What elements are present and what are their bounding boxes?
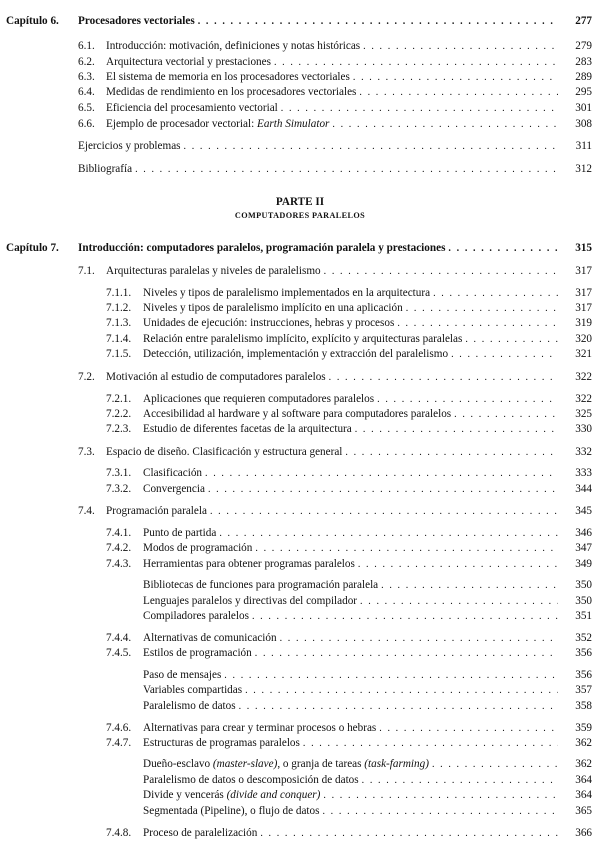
topic-text: Dueño-esclavo [143,758,213,770]
toc-row [0,100,600,116]
chapter-6-title: Procesadores vectoriales [78,15,195,27]
leader-dots [245,683,558,699]
toc-row [0,406,600,422]
leader-dots [184,139,558,155]
leader-dots [323,788,558,804]
toc-row [0,608,600,624]
topic-italic: (task-farming) [364,758,429,770]
toc-row [0,331,600,347]
section-number: 6.2. [78,56,95,68]
chapter-6-page: 277 [575,15,592,27]
toc-row [0,315,600,331]
page-number: 344 [575,483,592,495]
topic-title [143,787,323,803]
topic-title [143,756,432,772]
leader-dots [205,466,558,482]
page-number: 319 [575,317,592,329]
topic-text: Divide y vencerás [143,789,227,801]
toc-entry[interactable] [143,825,558,842]
toc-entry[interactable] [143,735,558,752]
subsection-title: Estructuras de programas paralelos [143,737,300,749]
subsection-title: Unidades de ejecución: instrucciones, hebras y procesos [143,317,395,329]
toc-row [0,84,600,100]
section-title [106,116,332,132]
subsection-title: Accesibilidad al hardware y al software para computadores paralelos [143,408,452,420]
section-title: Eficiencia del procesamiento vectorial [106,102,278,114]
subsection-number: 7.3.1. [106,467,132,479]
subsection-number: 7.4.1. [106,527,132,539]
page-number: 345 [575,505,592,517]
leader-dots [332,117,558,133]
page-number: 359 [575,722,592,734]
subsection-title: Niveles y tipos de paralelismo implementados en la arquitectura [143,287,431,299]
toc-entry[interactable] [106,444,558,461]
toc-row [0,369,600,385]
toc-row [0,346,600,362]
toc-entry[interactable] [143,645,558,662]
page-number: 356 [575,647,592,659]
leader-dots [451,347,558,363]
section-title: El sistema de memoria en los procesadores vectoriales [106,71,350,83]
subsection-number: 7.2.3. [106,423,132,435]
subsection-title: Relación entre paralelismo implícito, explícito y arquitecturas paralelas [143,333,463,345]
leader-dots [329,370,558,386]
page-number: 317 [575,302,592,314]
section-title: Arquitecturas paralelas y niveles de paralelismo [106,265,321,277]
topic-title: Bibliotecas de funciones para programación paralela [143,579,379,591]
toc-entry[interactable] [143,756,558,773]
toc-entry[interactable] [143,346,558,363]
page-number: 317 [575,287,592,299]
subsection-title: Aplicaciones que requieren computadores paralelos [143,393,375,405]
subsection-number: 7.4.4. [106,632,132,644]
toc-row [0,161,600,177]
part-subtitle: COMPUTADORES PARALELOS [234,211,366,220]
toc-entry[interactable] [106,503,558,520]
toc-row [0,421,600,437]
leader-dots [448,241,558,257]
section-number: 6.6. [78,118,95,130]
toc-row [0,54,600,70]
leader-dots [432,757,558,773]
page-number: 330 [575,423,592,435]
toc-row [0,300,600,316]
toc-entry[interactable] [106,38,558,55]
bibliography-entry[interactable] [78,161,558,178]
toc-entry[interactable] [143,465,558,482]
toc-row [0,69,600,85]
section-title: Arquitectura vectorial y prestaciones [106,56,271,68]
toc-entry[interactable] [143,421,558,438]
page-number: 352 [575,632,592,644]
page-number: 350 [575,595,592,607]
topic-italic: (master-slave) [212,758,278,770]
subsection-title: Detección, utilización, implementación y extracción del paralelismo [143,348,449,360]
toc-row [0,682,600,698]
topic-italic: (divide and conquer) [226,789,321,801]
page-number: 320 [575,333,592,345]
leader-dots [260,826,558,842]
subsection-title: Punto de partida [143,527,217,539]
page-number: 365 [575,805,592,817]
leader-dots [252,609,558,625]
subsection-number: 7.4.2. [106,542,132,554]
section-number: 6.3. [78,71,95,83]
toc-entry[interactable] [143,540,558,557]
section-title: Motivación al estudio de computadores paralelos [106,371,326,383]
leader-dots [381,578,558,594]
topic-title: Compiladores paralelos [143,610,249,622]
leader-dots [345,445,558,461]
leader-dots [255,646,558,662]
page-number: 308 [575,118,592,130]
toc-row [0,803,600,819]
toc-entry[interactable] [143,577,558,594]
chapter-6-row [0,13,600,29]
toc-row [0,720,600,736]
subsection-title: Niveles y tipos de paralelismo implícito en una aplicación [143,302,403,314]
toc-row [0,540,600,556]
toc-row [0,556,600,572]
subsection-number: 7.1.5. [106,348,132,360]
toc-row [0,667,600,683]
topic-title: Paralelismo de datos [143,700,236,712]
leader-dots [358,557,558,573]
section-number: 7.3. [78,446,95,458]
chapter-7-row [0,240,600,256]
section-number: 6.5. [78,102,95,114]
page-number: 283 [575,56,592,68]
chapter-7-label: Capítulo 7. [6,242,59,254]
subsection-title: Convergencia [143,483,205,495]
subsection-number: 7.2.2. [106,408,132,420]
subsection-number: 7.1.2. [106,302,132,314]
toc-row [0,503,600,519]
part-title: PARTE II [275,196,325,208]
leader-dots [355,422,558,438]
topic-title: Segmentada (Pipeline), o flujo de datos [143,805,320,817]
leader-dots [363,39,558,55]
leader-dots [322,804,558,820]
subsection-title: Modos de programación [143,542,253,554]
toc-row [0,630,600,646]
subsection-title: Proceso de paralelización [143,827,258,839]
page-number: 349 [575,558,592,570]
toc-row [0,38,600,54]
toc-entry[interactable] [106,100,558,117]
toc-entry[interactable] [106,116,558,133]
leader-dots [239,699,558,715]
toc-row [0,735,600,751]
leader-dots [255,541,558,557]
page-number: 295 [575,86,592,98]
exercises-entry[interactable] [78,138,558,155]
section-title: Introducción: motivación, definiciones y notas históricas [106,40,361,52]
toc-entry[interactable] [106,84,558,101]
subsection-title: Herramientas para obtener programas paralelos [143,558,355,570]
toc-entry[interactable] [143,315,558,332]
leader-dots [281,101,558,117]
page-number: 350 [575,579,592,591]
page-number: 347 [575,542,592,554]
section-number: 7.4. [78,505,95,517]
section-title-text: Ejemplo de procesador vectorial: [106,118,257,130]
toc-entry[interactable] [106,263,558,280]
section-title: Medidas de rendimiento en los procesadores vectoriales [106,86,357,98]
page-number: 311 [575,140,592,152]
section-number: 7.2. [78,371,95,383]
chapter-6-label: Capítulo 6. [6,15,59,27]
page-number: 321 [575,348,592,360]
page-number: 322 [575,371,592,383]
toc-row [0,525,600,541]
page-number: 322 [575,393,592,405]
subsection-number: 7.4.7. [106,737,132,749]
chapter-7-entry[interactable] [78,240,558,257]
leader-dots [324,264,558,280]
page-number: 356 [575,669,592,681]
toc-row [0,444,600,460]
bibliography-title: Bibliografía [78,163,133,175]
toc-row [0,481,600,497]
subsection-number: 7.2.1. [106,393,132,405]
toc-entry[interactable] [143,481,558,498]
page-number: 358 [575,700,592,712]
subsection-title: Alternativas de comunicación [143,632,277,644]
chapter-7-page: 315 [575,242,592,254]
leader-dots [198,14,558,30]
leader-dots [208,482,558,498]
toc-row [0,772,600,788]
topic-title: Lenguajes paralelos y directivas del compilador [143,595,358,607]
toc-entry[interactable] [143,608,558,625]
section-number: 6.1. [78,40,95,52]
subsection-number: 7.4.3. [106,558,132,570]
subsection-number: 7.3.2. [106,483,132,495]
toc-entry[interactable] [143,803,558,820]
subsection-number: 7.4.6. [106,722,132,734]
page-number: 332 [575,446,592,458]
page-number: 362 [575,737,592,749]
toc-row [0,698,600,714]
topic-title: Paralelismo de datos o descomposición de datos [143,774,359,786]
toc-row [0,263,600,279]
page-number: 346 [575,527,592,539]
subsection-number: 7.1.3. [106,317,132,329]
page-number: 357 [575,684,592,696]
section-number: 6.4. [78,86,95,98]
subsection-title: Clasificación [143,467,203,479]
toc-row [0,645,600,661]
toc-row [0,756,600,772]
page-number: 364 [575,789,592,801]
page-number: 351 [575,610,592,622]
toc-row [0,825,600,841]
toc-row [0,593,600,609]
toc-row [0,787,600,803]
page-number: 366 [575,827,592,839]
leader-dots [397,316,558,332]
page-number: 289 [575,71,592,83]
toc-row [0,465,600,481]
topic-title: Paso de mensajes [143,669,222,681]
subsection-number: 7.1.1. [106,287,132,299]
subsection-title: Alternativas para crear y terminar procesos o hebras [143,722,377,734]
toc-entry[interactable] [143,556,558,573]
toc-row [0,285,600,301]
toc-row [0,116,600,132]
subsection-number: 7.1.4. [106,333,132,345]
toc-row [0,391,600,407]
page-number: 312 [575,163,592,175]
chapter-6-entry[interactable] [78,13,558,30]
page-number: 279 [575,40,592,52]
page-number: 325 [575,408,592,420]
section-title: Programación paralela [106,505,207,517]
subsection-number: 7.4.5. [106,647,132,659]
leader-dots [135,162,558,178]
subsection-number: 7.4.8. [106,827,132,839]
toc-entry[interactable] [106,369,558,386]
leader-dots [210,504,558,520]
page-number: 333 [575,467,592,479]
section-title: Espacio de diseño. Clasificación y estructura general [106,446,343,458]
section-title-italic: Earth Simulator [256,118,330,130]
toc-row [0,138,600,154]
toc-entry[interactable] [143,682,558,699]
page-number: 301 [575,102,592,114]
leader-dots [359,85,558,101]
topic-text: , o granja de tareas [277,758,365,770]
toc-entry[interactable] [143,787,558,804]
exercises-title: Ejercicios y problemas [78,140,181,152]
page-number: 317 [575,265,592,277]
subsection-title: Estudio de diferentes facetas de la arquitectura [143,423,352,435]
section-number: 7.1. [78,265,95,277]
topic-title: Variables compartidas [143,684,243,696]
leader-dots [303,736,558,752]
subsection-title: Estilos de programación [143,647,252,659]
page-number: 362 [575,758,592,770]
toc-row [0,577,600,593]
chapter-7-title: Introducción: computadores paralelos, programación paralela y prestaciones [78,242,446,254]
toc-entry[interactable] [143,698,558,715]
page-number: 364 [575,774,592,786]
